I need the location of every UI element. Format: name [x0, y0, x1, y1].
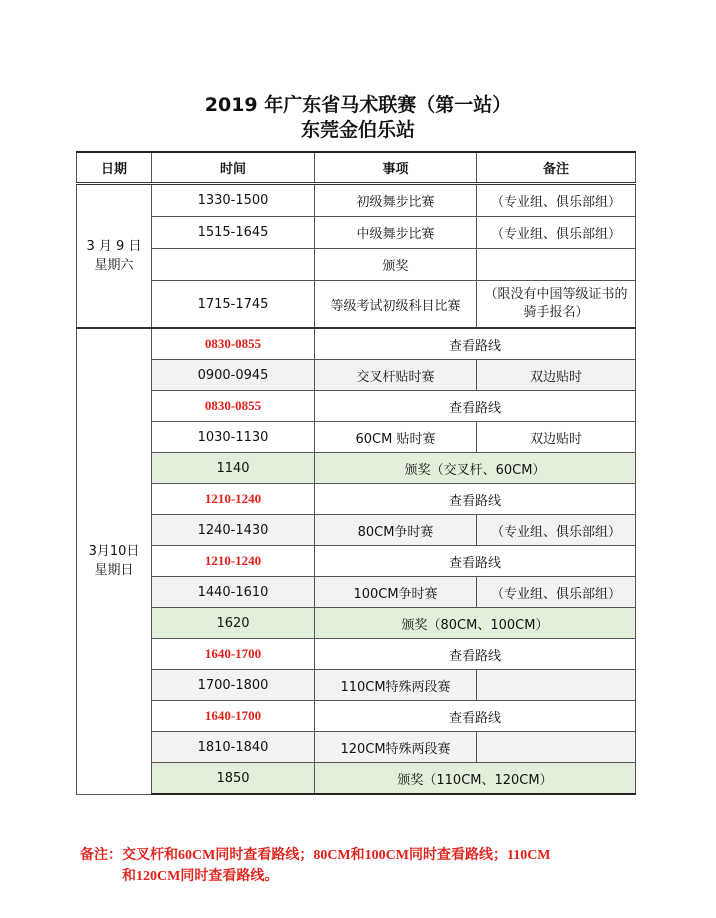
item-cell: 查看路线: [315, 484, 636, 515]
time-cell: 1640-1700: [152, 639, 315, 670]
note-cell: （专业组、俱乐部组）: [477, 217, 636, 249]
time-cell: 1210-1240: [152, 484, 315, 515]
table-row: [77, 577, 636, 608]
header-row: [77, 152, 636, 184]
time-cell: 1810-1840: [152, 732, 315, 763]
time-cell: 1240-1430: [152, 515, 315, 546]
time-cell: 1715-1745: [152, 281, 315, 329]
table-row: [77, 639, 636, 670]
table-row: [77, 184, 636, 217]
schedule-table: [76, 151, 636, 795]
time-cell: 0900-0945: [152, 360, 315, 391]
time-cell: 1850: [152, 763, 315, 795]
time-cell: 1440-1610: [152, 577, 315, 608]
day1-group: [77, 184, 636, 329]
time-cell: [152, 249, 315, 281]
time-cell: 1030-1130: [152, 422, 315, 453]
time-cell: 1515-1645: [152, 217, 315, 249]
item-cell: 100CM争时赛: [315, 577, 477, 608]
remark-line1: 备注：交叉杆和60CM同时查看路线；80CM和100CM同时查看路线；110CM: [80, 848, 551, 863]
time-cell: 1140: [152, 453, 315, 484]
header-date: 日期: [77, 152, 152, 184]
header-time: 时间: [152, 152, 315, 184]
header-note: 备注: [477, 152, 636, 184]
table-row: [77, 391, 636, 422]
date-day2: 3月10日: [88, 544, 140, 560]
table-row: [77, 422, 636, 453]
note-cell: （专业组、俱乐部组）: [477, 515, 636, 546]
note-cell: 双边贴时: [477, 422, 636, 453]
item-cell: 颁奖（交叉杆、60CM）: [315, 453, 636, 484]
table-row: [77, 732, 636, 763]
time-cell: 0830-0855: [152, 391, 315, 422]
item-cell: 颁奖（80CM、100CM）: [315, 608, 636, 639]
table-row: [77, 701, 636, 732]
table-row: [77, 670, 636, 701]
date-cell-day1: [77, 184, 152, 329]
title-line1: 2019 年广东省马术联赛（第一站）: [204, 94, 512, 116]
table-row: [77, 249, 636, 281]
note-cell: [477, 670, 636, 701]
date-cell-day2: [77, 328, 152, 794]
table-row: [77, 515, 636, 546]
time-cell: 1700-1800: [152, 670, 315, 701]
table-row: [77, 360, 636, 391]
item-cell: 等级考试初级科目比赛: [315, 281, 477, 329]
note-cell: （专业组、俱乐部组）: [477, 577, 636, 608]
note-cell: [477, 249, 636, 281]
table-row: [77, 546, 636, 577]
note-cell: （专业组、俱乐部组）: [477, 184, 636, 217]
table-row: [77, 281, 636, 329]
item-cell: 颁奖（110CM、120CM）: [315, 763, 636, 795]
time-cell: 1210-1240: [152, 546, 315, 577]
table-row: [77, 484, 636, 515]
item-cell: 中级舞步比赛: [315, 217, 477, 249]
note-cell: 双边贴时: [477, 360, 636, 391]
item-cell: 查看路线: [315, 546, 636, 577]
time-cell: 1330-1500: [152, 184, 315, 217]
header-item: 事项: [315, 152, 477, 184]
date-day1: 3 月 9 日: [86, 239, 142, 254]
item-cell: 120CM特殊两段赛: [315, 732, 477, 763]
item-cell: 查看路线: [315, 391, 636, 422]
table-row: [77, 763, 636, 795]
weekday-day1: 星期六: [94, 258, 134, 273]
title-line2: 东莞金伯乐站: [300, 119, 415, 141]
note-cell: [477, 732, 636, 763]
table-row: [77, 453, 636, 484]
item-cell: 110CM特殊两段赛: [315, 670, 477, 701]
item-cell: 查看路线: [315, 701, 636, 732]
remark-line2: 和120CM同时查看路线。: [122, 869, 279, 884]
item-cell: 交叉杆贴时赛: [315, 360, 477, 391]
weekday-day2: 星期日: [94, 563, 134, 579]
item-cell: 查看路线: [315, 328, 636, 360]
item-cell: 初级舞步比赛: [315, 184, 477, 217]
item-cell: 查看路线: [315, 639, 636, 670]
table-row: [77, 217, 636, 249]
note-cell: （限没有中国等级证书的骑手报名）: [477, 281, 636, 329]
remark-note: [80, 845, 640, 887]
day2-group: [77, 328, 636, 794]
time-cell: 1620: [152, 608, 315, 639]
time-cell: 1640-1700: [152, 701, 315, 732]
time-cell: 0830-0855: [152, 328, 315, 360]
item-cell: 80CM争时赛: [315, 515, 477, 546]
item-cell: 颁奖: [315, 249, 477, 281]
item-cell: 60CM 贴时赛: [315, 422, 477, 453]
table-row: [77, 328, 636, 360]
table-row: [77, 608, 636, 639]
